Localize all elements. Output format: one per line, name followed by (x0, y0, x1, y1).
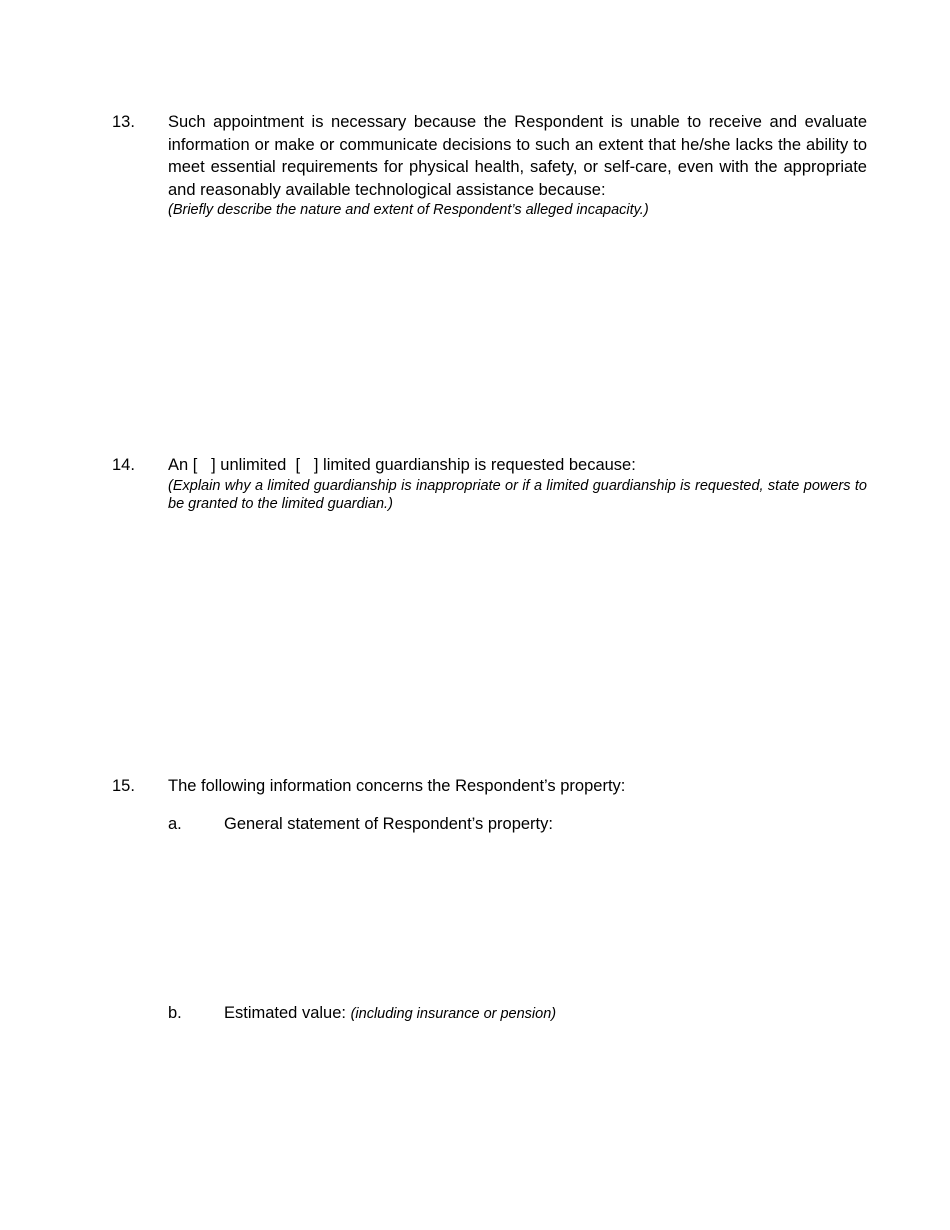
item-15b-instruction: (including insurance or pension) (350, 1006, 557, 1022)
item-14-instruction: (Explain why a limited guardianship is inappropriate or if a limited guardianship is requested, state powers to be granted to the limited guardian.) (168, 477, 867, 512)
item-13-text: Such appointment is necessary because the Respondent is unable to receive and evaluate information or make or communicate decisions to such an extent that he/she lacks the ability to meet essential requirements for physical health, safety, or self-care, even with the appropriate and reasonably available technological assistance because: (168, 113, 867, 199)
item-13-instruction: (Briefly describe the nature and extent of Respondent’s alleged incapacity.) (168, 202, 649, 218)
unlimited-checkbox[interactable]: [ ] (192, 456, 216, 474)
item-15b-text (224, 1002, 867, 1026)
item-number: 13. (112, 113, 135, 131)
limited-checkbox[interactable]: [ ] (295, 456, 319, 474)
item-14-suffix: limited guardianship is requested because: (323, 456, 636, 474)
item-14-prefix: An (168, 456, 189, 474)
item-15-text: The following information concerns the Respondent’s property: (168, 777, 626, 795)
item-number: 15. (112, 777, 135, 795)
unlimited-label: unlimited (220, 456, 287, 474)
item-14-text (168, 454, 867, 477)
sub-item-letter: b. (168, 1004, 182, 1022)
item-15a-text: General statement of Respondent’s property: (224, 815, 553, 833)
item-15a (168, 813, 867, 836)
item-15 (112, 775, 867, 798)
item-15b (168, 1002, 867, 1026)
item-number: 14. (112, 456, 135, 474)
item-15b-label: Estimated value: (224, 1004, 346, 1022)
sub-item-letter: a. (168, 815, 182, 833)
item-13 (112, 111, 867, 219)
item-14 (112, 454, 867, 513)
